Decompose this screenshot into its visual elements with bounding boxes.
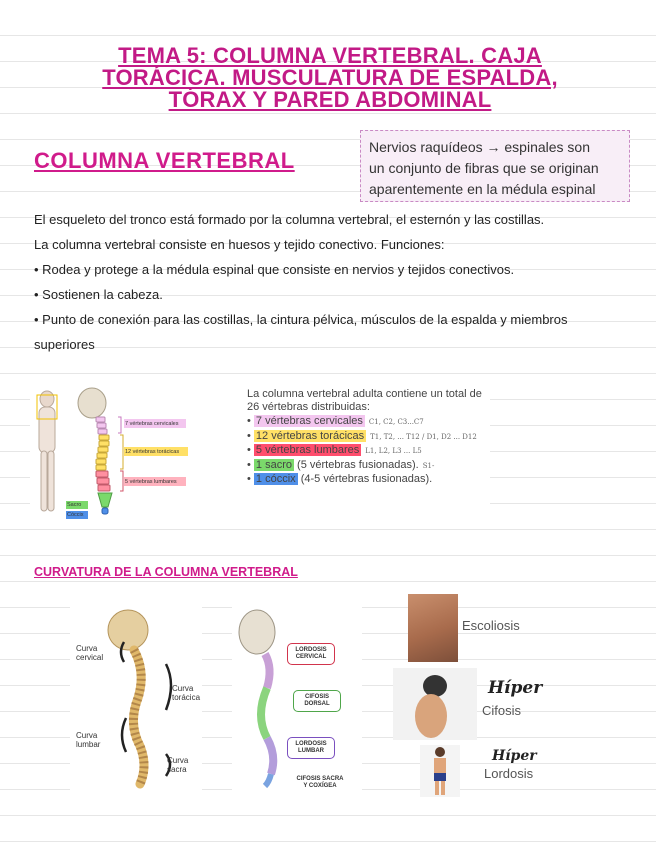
- spine-curve-illustration-2: [235, 606, 295, 791]
- info-highlight: 5 vértebras lumbares: [255, 444, 360, 456]
- title-line-1: TEMA 5: COLUMNA VERTEBRAL. CAJA: [118, 43, 542, 68]
- info-list-item: [247, 444, 477, 459]
- box-cifosis-dorsal-l1: CIFOSIS: [304, 694, 329, 700]
- curve-cervical-l2: cervical: [76, 653, 104, 662]
- handwritten-note: S1-: [422, 461, 435, 470]
- info-list-item: [247, 459, 477, 474]
- body-line-5: • Punto de conexión para las costillas, la cintura pélvica, músculos de la espalda y miembros: [34, 312, 568, 327]
- info-list: [247, 415, 477, 488]
- page-title: [30, 45, 630, 111]
- cifosis-photo: [393, 668, 477, 740]
- curve-cervical-l1: Curva: [76, 644, 98, 653]
- curvature-title: CURVATURA DE LA COLUMNA VERTEBRAL: [34, 565, 298, 579]
- info-highlight: 7 vértebras cervicales: [255, 415, 363, 427]
- body-silhouette-icon: [37, 391, 57, 511]
- lordosis-photo: [420, 745, 460, 797]
- curve-sacra-label: [167, 756, 188, 774]
- label-coccix: Cóccix: [67, 512, 84, 518]
- info-intro-1: La columna vertebral adulta contiene un total de: [247, 388, 482, 400]
- info-highlight: 1 cóccix: [255, 473, 296, 485]
- box-lordosis-cervical-l2: CERVICAL: [295, 654, 327, 660]
- curve-toracica-label: [172, 684, 200, 702]
- curve-cervical-label: [76, 644, 103, 662]
- info-highlight: 1 sacro: [255, 458, 292, 471]
- label-thoracic: 12 vértebras torácicas: [125, 449, 180, 455]
- curve-toracica-l2: torácica: [172, 693, 201, 702]
- handwritten-note: C1, C2, C3...C7: [368, 418, 424, 426]
- note-line-1: Nervios raquídeos → espinales son: [369, 139, 591, 155]
- bullet: •: [247, 444, 254, 456]
- bullet: •: [247, 415, 254, 427]
- lordosis-label: Lordosis: [484, 766, 534, 781]
- info-intro-2: 26 vértebras distribuidas:: [247, 401, 370, 413]
- label-lumbar: 5 vértebras lumbares: [125, 479, 177, 485]
- info-list-item: [247, 415, 477, 430]
- hiper-note-1: Híper: [488, 678, 543, 698]
- cifosis-label: Cifosis: [482, 703, 522, 718]
- info-list-item: [247, 430, 477, 445]
- note-line-3: aparentemente en la médula espinal: [369, 181, 596, 197]
- box-cifosis-sacra: [289, 772, 351, 794]
- body-line-3: • Rodea y protege a la médula espinal que consiste en nervios y tejidos conectivos.: [34, 262, 515, 277]
- box-cifosis-dorsal: [293, 690, 341, 712]
- note-box: [360, 130, 630, 202]
- label-cervical: 7 vértebras cervicales: [125, 421, 179, 427]
- curve-lumbar-l1: Curva: [76, 731, 98, 740]
- title-line-2: TORÁCICA. MUSCULATURA DE ESPALDA,: [102, 65, 558, 90]
- bullet: •: [247, 458, 254, 471]
- note-line-2: un conjunto de fibras que se originan: [369, 160, 599, 176]
- box-lordosis-lumbar-l1: LORDOSIS: [295, 741, 327, 747]
- body-line-2: La columna vertebral consiste en huesos y tejido conectivo. Funciones:: [34, 237, 445, 252]
- curve-sacra-l2: sacra: [167, 765, 187, 774]
- hiper-note-2: Híper: [492, 748, 537, 764]
- box-lordosis-cervical-l1: LORDOSIS: [295, 647, 327, 653]
- curve-toracica-l1: Curva: [172, 684, 194, 693]
- info-rest: (5 vértebras fusionadas).: [294, 458, 419, 471]
- info-highlight: 12 vértebras torácicas: [255, 429, 365, 442]
- body-line-1: El esqueleto del tronco está formado por la columna vertebral, el esternón y las costillas.: [34, 212, 545, 227]
- bullet: •: [247, 473, 254, 485]
- escoliosis-label: Escoliosis: [462, 618, 520, 633]
- box-lordosis-lumbar-l2: LUMBAR: [298, 748, 324, 754]
- handwritten-note: T1, T2, ... T12 / D1, D2 ... D12: [370, 432, 477, 441]
- box-lordosis-lumbar: [287, 737, 335, 759]
- curve-lumbar-label: [76, 731, 100, 749]
- bullet: •: [247, 429, 254, 442]
- label-sacro: Sacro: [67, 502, 82, 508]
- box-cifosis-dorsal-l2: DORSAL: [304, 701, 330, 707]
- box-lordosis-cervical: [287, 643, 335, 665]
- curve-lumbar-l2: lumbar: [76, 740, 101, 749]
- body-line-6: superiores: [34, 337, 95, 352]
- box-cifosis-sacra-l1: CIFOSIS SACRA: [296, 776, 344, 782]
- info-rest: (4-5 vértebras fusionadas).: [297, 473, 433, 485]
- box-cifosis-sacra-l2: Y COXÍGEA: [303, 783, 337, 789]
- escoliosis-photo: [408, 594, 458, 662]
- handwritten-note: L1, L2, L3 ... L5: [365, 447, 422, 455]
- curve-sacra-l1: Curva: [167, 756, 189, 765]
- info-list-item: [247, 473, 477, 488]
- body-line-4: • Sostienen la cabeza.: [34, 287, 163, 302]
- section-title: COLUMNA VERTEBRAL: [34, 148, 295, 173]
- title-line-3: TÓRAX Y PARED ABDOMINAL: [168, 87, 492, 112]
